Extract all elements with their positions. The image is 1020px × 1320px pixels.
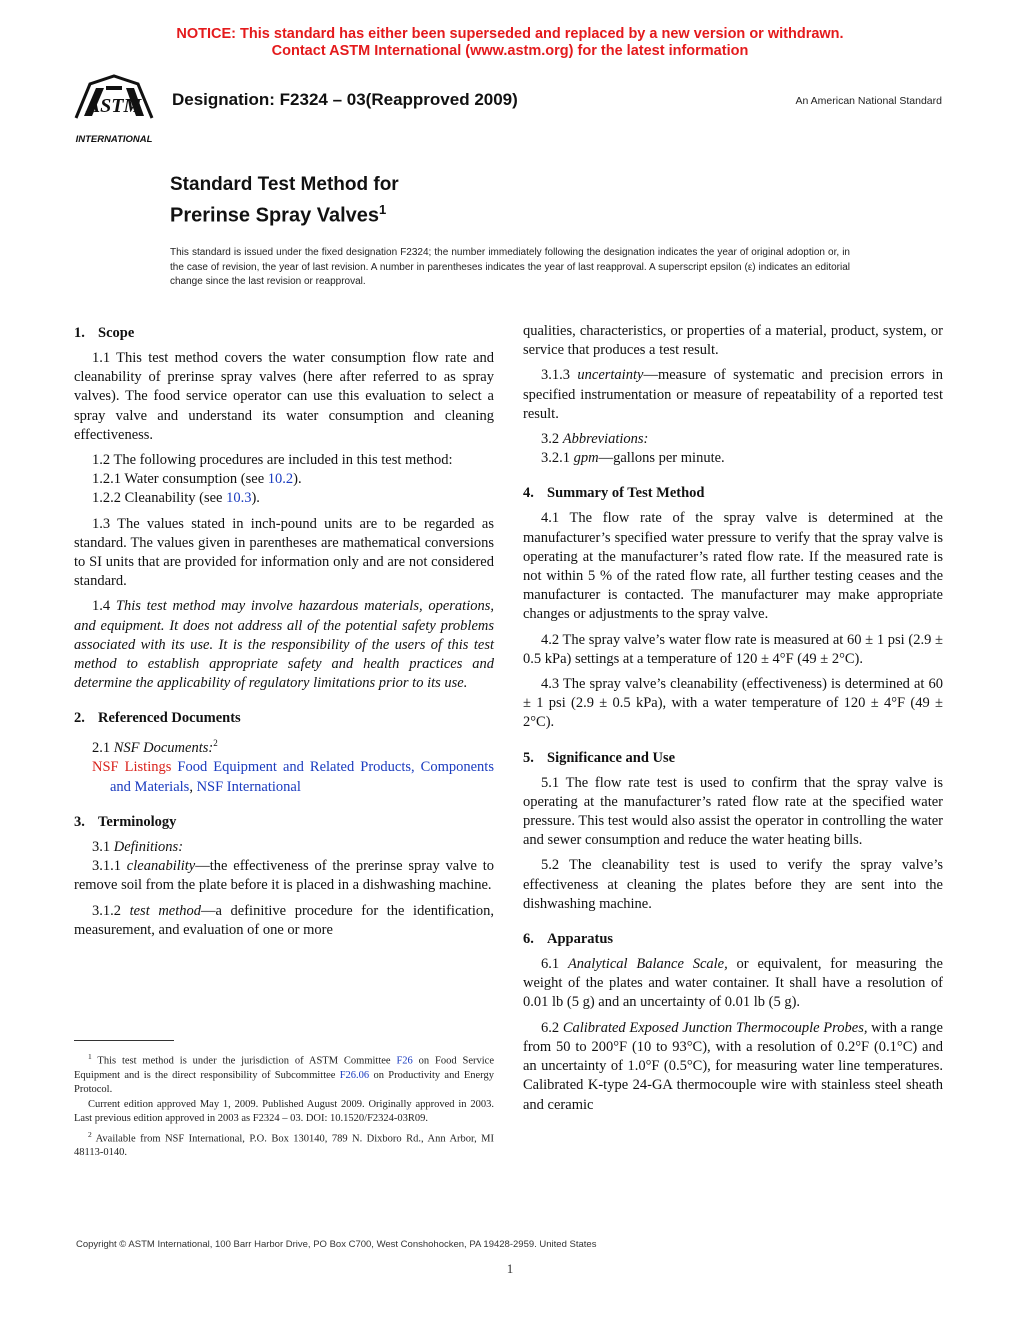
para-3-1-3: 3.1.3 uncertainty—measure of systematic and precision errors in specified instrumentation or measure of repeatability of a reported test result.	[523, 367, 943, 422]
national-standard-label: An American National Standard	[795, 95, 942, 107]
copyright: Copyright © ASTM International, 100 Barr Harbor Drive, PO Box C700, West Conshohocken, PA 19428-2959. United States	[76, 1239, 597, 1250]
title-footnote-mark: 1	[379, 202, 387, 217]
para-1-1: 1.1 This test method covers the water consumption flow rate and cleanability of prerinse spray valves (here after referred to as spray valves). The food service operator can use this evaluation to select a spray valve and understand its water consumption and cleaning effectiveness.	[74, 350, 494, 443]
para-1-3: 1.3 The values stated in inch-pound units are to be regarded as standard. The values given in parentheses are mathematical conversions to SI units that are provided for information only and are not considered standard.	[74, 515, 494, 590]
para-5-1: 5.1 The flow rate test is used to confirm that the spray valve is operating at the manufacturer’s rated flow rate at the specified water pressure. This test would also assist the operator in controlling the water and sewer consumption and reduce the water heating bills.	[523, 774, 943, 849]
para-5-2: 5.2 The cleanability test is used to verify the spray valve’s effectiveness at cleaning the plates before they are sent into the dishwashing machine.	[523, 857, 943, 912]
para-1-2-2: 1.2.2 Cleanability (see 10.3).	[92, 490, 260, 507]
nsf-listings-link[interactable]: NSF Listings	[92, 759, 172, 776]
document-title	[170, 173, 399, 229]
para-4-1: 4.1 The flow rate of the spray valve is determined at the manufacturer’s specified water pressure to verify that the spray valve is operating at the manufacturer’s rated flow rate. If the measured rate is not within 5 % of the rated flow rate, all further testing ceases and the manufacturer is contacted. The manufacturer may make appropriate changes or adjustments to the spray valve.	[523, 510, 943, 623]
para-1-2-1: 1.2.1 Water consumption (see 10.2).	[92, 471, 302, 488]
nsf-reference: NSF Listings Food Equipment and Related Products, Components and Materials, NSF International	[92, 759, 494, 795]
footnotes	[74, 1050, 494, 1161]
title-line-1: Standard Test Method for	[170, 174, 399, 195]
para-3-2: 3.2 Abbreviations:	[541, 431, 649, 448]
para-3-1-1: 3.1.1 cleanability—the effectiveness of the prerinse spray valve to remove soil from the plate before it is placed in a dishwashing machine.	[74, 858, 494, 894]
para-1-2: 1.2 The following procedures are included in this test method:	[92, 452, 453, 469]
section-heading-scope: 1. Scope	[74, 325, 135, 341]
para-4-2: 4.2 The spray valve’s water flow rate is measured at 60 ± 1 psi (2.9 ± 0.5 kPa) settings at a temperature of 120 ± 4°F (49 ± 2°C).	[523, 631, 943, 667]
para-3-1-2: 3.1.2 test method—a definitive procedure for the identification, measurement, and evaluation of one or more	[74, 902, 494, 938]
para-2-1: 2.1 NSF Documents:$^2$	[92, 738, 218, 757]
section-heading-significance: 5. Significance and Use	[523, 749, 676, 766]
issued-note: This standard is issued under the fixed designation F2324; the number immediately following the designation indicates the year of original adoption or, in the case of revision, the year of last revision. A number in parentheses indicates the year of last reapproval. A superscript epsilon (ε) indicates an editorial change since the last revision or reapproval.	[170, 247, 850, 287]
nsf-food-equipment-link[interactable]: Food Equipment and Related Products, Components and Materials	[110, 759, 494, 795]
link-10-2[interactable]: 10.2	[267, 471, 294, 488]
para-3-1: 3.1 Definitions:	[92, 838, 184, 855]
left-column	[74, 322, 494, 946]
notice-banner	[0, 26, 1020, 60]
nsf-international-link[interactable]: NSF International	[192, 778, 301, 795]
para-6-1: 6.1 Analytical Balance Scale, or equivalent, for measuring the weight of the plates and water container. It shall have a resolution of 0.01 lb (5 g) and an uncertainty of 0.01 lb (5 g).	[523, 956, 943, 1011]
footnote-1: $^1$ This test method is under the jurisdiction of ASTM Committee F26 on Food Service Equipment and is the direct responsibility of Subcommittee F26.06 on Productivity and Energy Protocol.	[74, 1052, 495, 1095]
logo-subtext: INTERNATIONAL	[75, 134, 153, 145]
link-10-3[interactable]: 10.3	[226, 490, 252, 507]
designation: Designation: F2324 – 03(Reapproved 2009)	[172, 90, 518, 109]
para-1-4: 1.4 This test method may involve hazardous materials, operations, and equipment. It does not address all of the potential safety problems associated with its use. It is the responsibility of the users of this test method to establish appropriate safety and health practices and determine the applicability of regulatory limitations prior to its use.	[74, 598, 494, 692]
section-heading-apparatus: 6. Apparatus	[523, 931, 614, 948]
title-main: Prerinse Spray Valves	[170, 204, 380, 227]
para-3-1-2-continued: qualities, characteristics, or properties of a material, product, system, or service that produces a test result.	[523, 323, 943, 359]
astm-logo	[66, 74, 162, 146]
para-3-2-1: 3.2.1 gpm—gallons per minute.	[541, 450, 725, 467]
page-number: 1	[506, 1261, 514, 1276]
notice-line-2: Contact ASTM International (www.astm.org) for the latest information	[271, 43, 749, 59]
para-6-2: 6.2 Calibrated Exposed Junction Thermocouple Probes, with a range from 50 to 200°F (10 to 93°C), with a resolution of 0.2°F (0.1°C) and an uncertainty of 1.0°F (0.5°C), for measuring water line temperatures. Calibrated K-type 24-GA thermocouple wire with stainless steel sheath and ceramic	[523, 1019, 943, 1113]
footnote-divider	[74, 1040, 174, 1041]
logo-text: ASTM	[86, 95, 142, 117]
section-heading-referenced-documents: 2. Referenced Documents	[74, 710, 241, 727]
para-4-3: 4.3 The spray valve’s cleanability (effectiveness) is determined at 60 ± 1 psi (2.9 ± 0.5 kPa), with a water temperature of 120 ± 4°F (49 ± 2°C).	[523, 676, 943, 731]
committee-f26-link[interactable]: F26	[396, 1055, 413, 1067]
subcommittee-f26-06-link[interactable]: F26.06	[339, 1069, 370, 1081]
footnote-2: $^2$ Available from NSF International, P.O. Box 130140, 789 N. Dixboro Rd., Ann Arbor, MI 48113-0140.	[74, 1129, 494, 1159]
title-line-2	[170, 197, 399, 229]
section-heading-terminology: 3. Terminology	[74, 813, 177, 830]
notice-line-1: NOTICE: This standard has either been superseded and replaced by a new version or withdrawn.	[176, 26, 844, 42]
footnote-edition: Current edition approved May 1, 2009. Published August 2009. Originally approved in 2003. Last previous edition approved in 2003 as F2324 – 03. DOI: 10.1520/F2324-03R09.	[74, 1099, 494, 1125]
right-column	[523, 322, 943, 1121]
section-heading-summary: 4. Summary of Test Method	[523, 485, 705, 502]
